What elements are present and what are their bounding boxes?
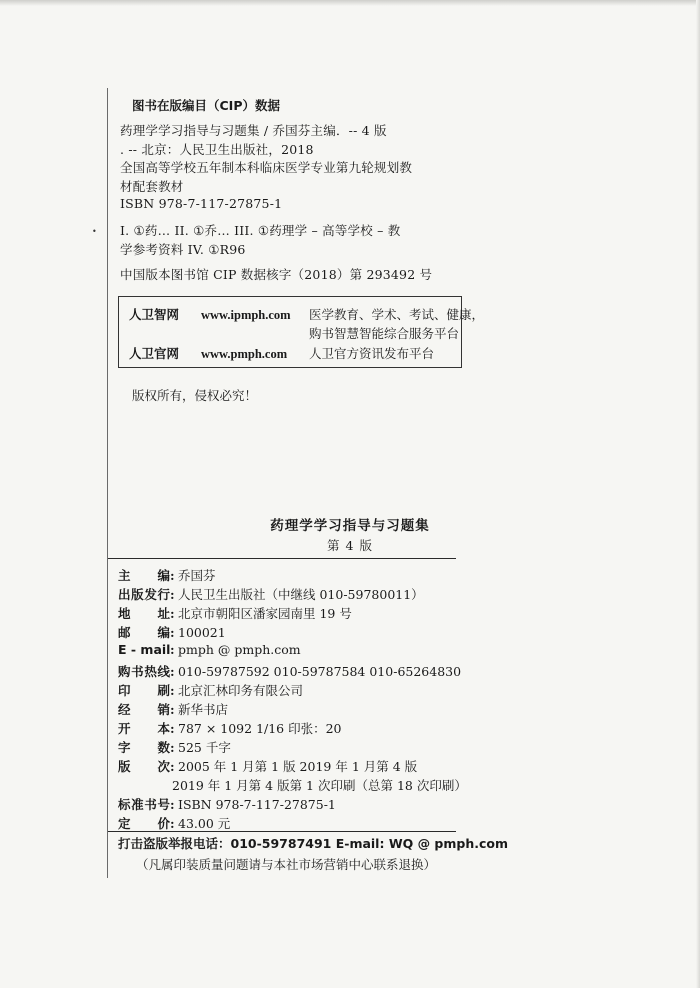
meta-label: 印 刷 bbox=[118, 683, 170, 698]
meta-value: 2005 年 1 月第 1 版 2019 年 1 月第 4 版 bbox=[178, 759, 418, 774]
meta-label: 出版发行 bbox=[118, 587, 170, 602]
meta-value: 乔国芬 bbox=[178, 568, 216, 583]
meta-label: E - mail bbox=[118, 642, 171, 657]
meta-value: 北京汇林印务有限公司 bbox=[178, 683, 304, 698]
meta-row-email: E - mail: pmph @ pmph.com bbox=[118, 642, 301, 657]
meta-label: 主 编 bbox=[118, 568, 170, 583]
meta-value: 43.00 元 bbox=[178, 816, 231, 831]
scan-edge-top bbox=[0, 0, 700, 6]
meta-value: 787 × 1092 1/16 印张：20 bbox=[178, 721, 342, 736]
website-url: www.pmph.com bbox=[201, 347, 288, 361]
anti-piracy-report: 打击盗版举报电话：010-59787491 E-mail: WQ @ pmph.com bbox=[118, 836, 509, 851]
meta-row-address: 地 址: 北京市朝阳区潘家园南里 19 号 bbox=[118, 606, 352, 621]
website-desc: 医学教育、学术、考试、健康， bbox=[309, 307, 485, 322]
website-name: 人卫官网 bbox=[129, 346, 180, 361]
meta-label: 购书热线 bbox=[118, 664, 170, 679]
meta-row-edition: 版 次: 2005 年 1 月第 1 版 2019 年 1 月第 4 版 bbox=[118, 759, 418, 774]
cip-line: 全国高等学校五年制本科临床医学专业第九轮规划教 bbox=[120, 160, 413, 175]
meta-label: 定 价 bbox=[118, 816, 170, 831]
cip-data-number: 中国版本图书馆 CIP 数据核字（2018）第 293492 号 bbox=[120, 267, 433, 282]
cip-line: 材配套教材 bbox=[120, 179, 184, 194]
scan-speck: • bbox=[92, 227, 97, 236]
website-row bbox=[129, 344, 434, 362]
meta-label: 标准书号 bbox=[118, 797, 170, 812]
meta-label: 字 数 bbox=[118, 740, 170, 755]
cip-line: 药理学学习指导与习题集 / 乔国芬主编．-- 4 版 bbox=[120, 123, 387, 138]
meta-value: ISBN 978-7-117-27875-1 bbox=[178, 797, 336, 812]
meta-value: 人民卫生出版社（中继线 010-59780011） bbox=[178, 587, 424, 602]
meta-row-postcode: 邮 编: 100021 bbox=[118, 625, 226, 640]
website-desc-cont bbox=[309, 324, 459, 342]
book-edition: 第 4 版 bbox=[327, 538, 373, 553]
website-desc: 人卫官方资讯发布平台 bbox=[309, 346, 435, 361]
website-desc: 购书智慧智能综合服务平台 bbox=[309, 326, 460, 341]
meta-value: 010-59787592 010-59787584 010-65264830 bbox=[178, 664, 462, 679]
bottom-rule bbox=[108, 831, 456, 832]
meta-label: 邮 编 bbox=[118, 625, 170, 640]
website-name: 人卫智网 bbox=[129, 307, 180, 322]
meta-row-editor: 主 编: 乔国芬 bbox=[118, 568, 216, 583]
meta-row-isbn: 标准书号: ISBN 978-7-117-27875-1 bbox=[118, 797, 336, 812]
meta-value: 100021 bbox=[178, 625, 226, 640]
cip-line: . -- 北京：人民卫生出版社，2018 bbox=[120, 142, 314, 157]
cip-classification: 学参考资料 IV. ①R96 bbox=[120, 242, 246, 257]
meta-row-distributor: 经 销: 新华书店 bbox=[118, 702, 229, 717]
cip-classification: I. ①药… II. ①乔… III. ①药理学 – 高等学校 – 教 bbox=[120, 223, 401, 238]
meta-label: 地 址 bbox=[118, 606, 170, 621]
website-box bbox=[118, 296, 485, 368]
meta-row-price: 定 价: 43.00 元 bbox=[118, 816, 231, 831]
top-rule bbox=[108, 558, 456, 559]
meta-value: 新华书店 bbox=[178, 702, 229, 717]
meta-row-hotline: 购书热线: 010-59787592 010-59787584 010-65264830 bbox=[118, 664, 462, 679]
website-url: www.ipmph.com bbox=[201, 308, 291, 322]
meta-value: pmph @ pmph.com bbox=[178, 642, 301, 657]
meta-label: 开 本 bbox=[118, 721, 170, 736]
meta-row-printer: 印 刷: 北京汇林印务有限公司 bbox=[118, 683, 304, 698]
meta-value: 525 千字 bbox=[178, 740, 231, 755]
meta-edition-printing: 2019 年 1 月第 4 版第 1 次印刷（总第 18 次印刷） bbox=[172, 778, 467, 793]
website-row bbox=[129, 305, 484, 323]
quality-note: （凡属印装质量问题请与本社市场营销中心联系退换） bbox=[136, 857, 437, 872]
meta-row-wordcount: 字 数: 525 千字 bbox=[118, 740, 231, 755]
meta-value: 北京市朝阳区潘家园南里 19 号 bbox=[178, 606, 352, 621]
cip-isbn: ISBN 978-7-117-27875-1 bbox=[120, 196, 283, 211]
meta-row-publisher: 出版发行: 人民卫生出版社（中继线 010-59780011） bbox=[118, 587, 424, 602]
binding-margin-line bbox=[107, 88, 108, 878]
cip-title: 图书在版编目（CIP）数据 bbox=[132, 98, 280, 113]
meta-label: 经 销 bbox=[118, 702, 170, 717]
scan-edge-right bbox=[696, 0, 700, 988]
meta-row-format: 开 本: 787 × 1092 1/16 印张：20 bbox=[118, 721, 342, 736]
copyright-notice: 版权所有，侵权必究！ bbox=[132, 388, 258, 403]
book-title: 药理学学习指导与习题集 bbox=[270, 518, 430, 534]
meta-label: 版 次 bbox=[118, 759, 170, 774]
